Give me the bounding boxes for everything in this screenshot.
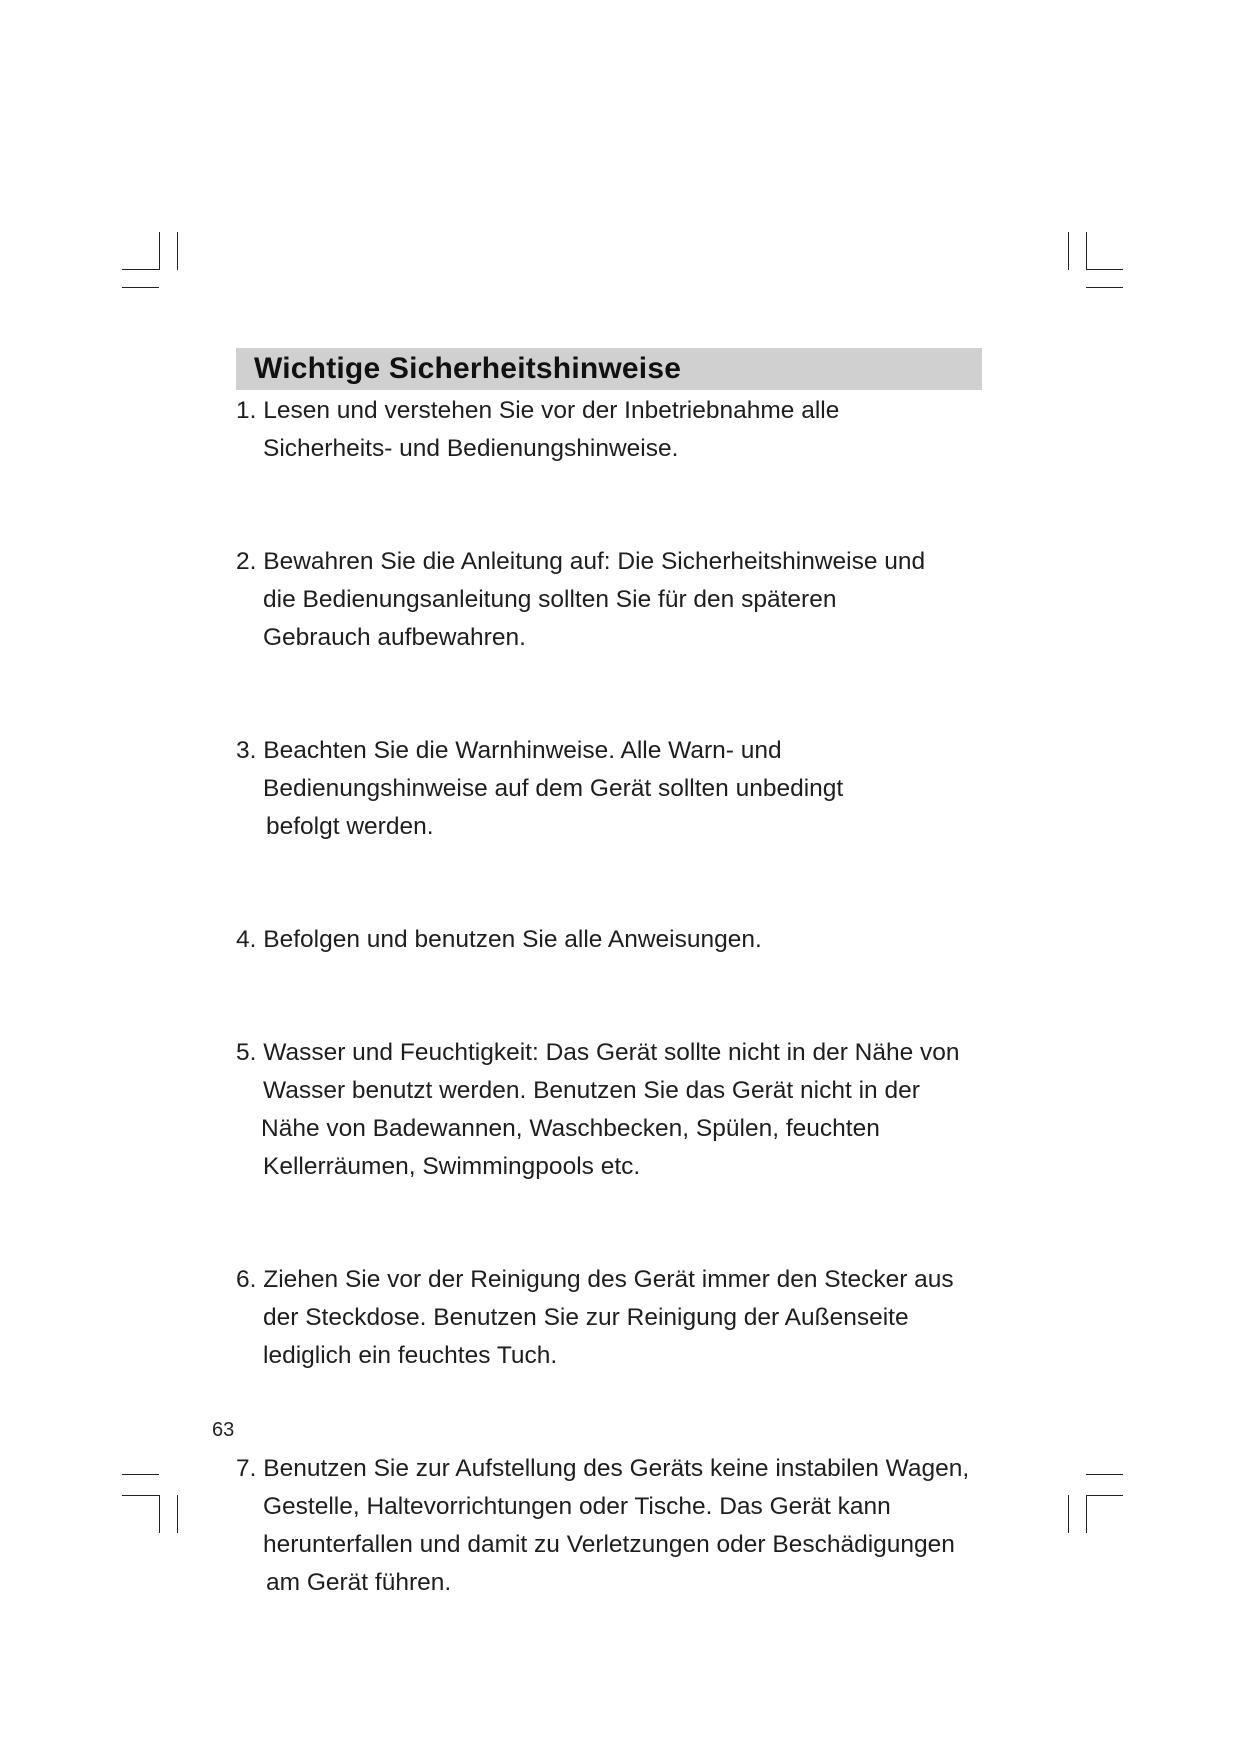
section-heading: Wichtige Sicherheitshinweise bbox=[254, 352, 682, 385]
crop-mark-bottom-left-horizontal-2 bbox=[122, 1495, 159, 1496]
instruction-line: Sicherheits- und Bedienungshinweise. bbox=[263, 435, 679, 462]
instruction-line: 3. Beachten Sie die Warnhinweise. Alle Warn- und bbox=[236, 737, 782, 764]
instruction-line: Gestelle, Haltevorrichtungen oder Tische. Das Gerät kann bbox=[263, 1493, 891, 1520]
instruction-item bbox=[236, 1450, 996, 1602]
instruction-line: 6. Ziehen Sie vor der Reinigung des Gerät immer den Stecker aus bbox=[236, 1266, 954, 1293]
crop-mark-top-right-vertical bbox=[1068, 232, 1069, 270]
crop-mark-top-right-horizontal-2 bbox=[1086, 287, 1123, 288]
crop-mark-bottom-left-vertical bbox=[159, 1495, 160, 1533]
instruction-line: 2. Bewahren Sie die Anleitung auf: Die Sicherheitshinweise und bbox=[236, 548, 926, 575]
instruction-item bbox=[236, 1034, 996, 1186]
section-heading-bar bbox=[236, 348, 982, 390]
instruction-line: lediglich ein feuchtes Tuch. bbox=[263, 1342, 558, 1369]
instruction-line: Wasser benutzt werden. Benutzen Sie das Gerät nicht in der bbox=[263, 1077, 920, 1104]
crop-mark-top-left-horizontal bbox=[122, 269, 159, 270]
crop-mark-top-left-vertical-2 bbox=[177, 232, 178, 270]
crop-mark-bottom-left-vertical-2 bbox=[177, 1495, 178, 1533]
crop-mark-top-right-vertical-2 bbox=[1086, 232, 1087, 270]
instruction-line: die Bedienungsanleitung sollten Sie für den späteren bbox=[263, 586, 837, 613]
instruction-line: herunterfallen und damit zu Verletzungen oder Beschädigungen bbox=[263, 1531, 955, 1558]
safety-instructions-list bbox=[236, 392, 996, 1677]
crop-mark-top-left-vertical bbox=[159, 232, 160, 270]
instruction-line: befolgt werden. bbox=[266, 813, 434, 840]
instruction-line: 5. Wasser und Feuchtigkeit: Das Gerät sollte nicht in der Nähe von bbox=[236, 1039, 960, 1066]
page-number: 63 bbox=[212, 1419, 235, 1441]
instruction-line: Nähe von Badewannen, Waschbecken, Spülen, feuchten bbox=[261, 1115, 880, 1142]
crop-mark-top-right-horizontal bbox=[1086, 269, 1123, 270]
crop-mark-bottom-right-horizontal-2 bbox=[1086, 1495, 1123, 1496]
crop-mark-bottom-left-horizontal bbox=[122, 1474, 159, 1475]
instruction-item bbox=[236, 732, 996, 846]
instruction-line: am Gerät führen. bbox=[266, 1569, 452, 1596]
instruction-line: Gebrauch aufbewahren. bbox=[263, 624, 526, 651]
instruction-item bbox=[236, 921, 996, 959]
instruction-line: 1. Lesen und verstehen Sie vor der Inbetriebnahme alle bbox=[236, 397, 840, 424]
instruction-line: 4. Befolgen und benutzen Sie alle Anweisungen. bbox=[236, 926, 762, 953]
instruction-item bbox=[236, 543, 996, 657]
instruction-line: Bedienungshinweise auf dem Gerät sollten unbedingt bbox=[263, 775, 844, 802]
crop-mark-bottom-right-horizontal bbox=[1086, 1474, 1123, 1475]
crop-mark-bottom-right-vertical bbox=[1068, 1495, 1069, 1533]
instruction-line: Kellerräumen, Swimmingpools etc. bbox=[263, 1153, 641, 1180]
instruction-line: der Steckdose. Benutzen Sie zur Reinigung der Außenseite bbox=[263, 1304, 909, 1331]
crop-mark-bottom-right-vertical-2 bbox=[1086, 1495, 1087, 1533]
instruction-line: 7. Benutzen Sie zur Aufstellung des Geräts keine instabilen Wagen, bbox=[236, 1455, 970, 1482]
crop-mark-top-left-horizontal-2 bbox=[122, 287, 159, 288]
instruction-item bbox=[236, 392, 996, 468]
instruction-item bbox=[236, 1261, 996, 1375]
